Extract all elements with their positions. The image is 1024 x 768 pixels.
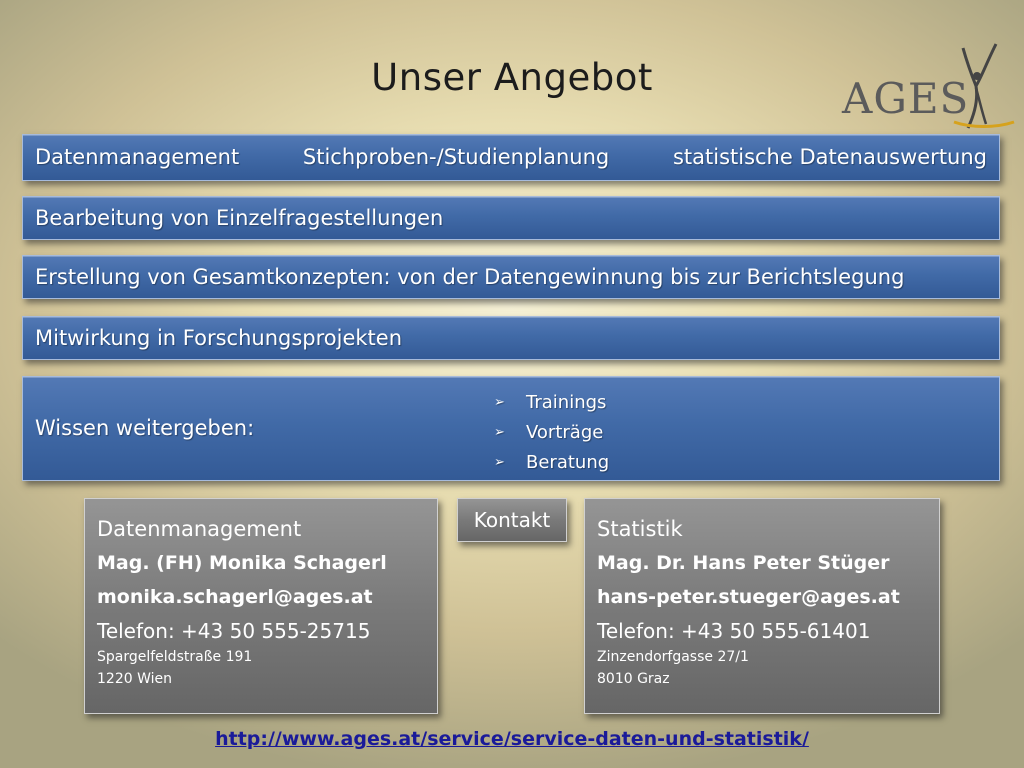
service-datenauswertung: statistische Datenauswertung (672, 145, 987, 169)
contact-street: Zinzendorfgasse 27/1 (597, 649, 749, 665)
logo-text: AGES (842, 74, 970, 123)
ages-logo (836, 36, 1016, 136)
contact-city: 8010 Graz (597, 671, 670, 687)
bullet-trainings: Trainings (526, 392, 607, 413)
contact-phone: Telefon: +43 50 555-25715 (97, 619, 371, 643)
contact-city: 1220 Wien (97, 671, 172, 687)
bullet-vortraege: Vorträge (526, 422, 604, 443)
service-datenmanagement: Datenmanagement (35, 145, 240, 169)
service-gesamtkonzepte: Erstellung von Gesamtkonzepten: von der Datengewinnung bis zur Berichtslegung (35, 264, 905, 289)
services-bar-2 (22, 196, 1000, 240)
contact-name: Mag. Dr. Hans Peter Stüger (597, 552, 890, 574)
arrow-bullet-icon: ➢ (494, 395, 505, 410)
bullet-item (494, 448, 609, 478)
bullet-beratung: Beratung (526, 452, 610, 473)
contact-name: Mag. (FH) Monika Schagerl (97, 552, 387, 574)
arrow-bullet-icon: ➢ (494, 425, 505, 440)
service-forschungsprojekte: Mitwirkung in Forschungsprojekten (35, 325, 403, 350)
bullet-item (494, 418, 609, 448)
service-studienplanung: Stichproben-/Studienplanung (302, 145, 610, 169)
contact-email-link[interactable]: monika.schagerl@ages.at (97, 586, 373, 608)
slide-title: Unser Angebot (371, 56, 653, 99)
kontakt-label: Kontakt (457, 498, 567, 542)
contact-phone: Telefon: +43 50 555-61401 (597, 619, 871, 643)
figure-icon (836, 36, 1016, 136)
contact-card-datenmanagement (84, 498, 438, 714)
contact-card-statistik (584, 498, 940, 714)
contact-department: Statistik (597, 517, 683, 541)
service-wissen-label: Wissen weitergeben: (35, 416, 255, 440)
services-bar-1 (22, 134, 1000, 181)
contact-street: Spargelfeldstraße 191 (97, 649, 253, 665)
wissen-bullet-list (494, 388, 609, 478)
services-bar-3 (22, 255, 1000, 299)
services-bar-4 (22, 316, 1000, 360)
service-einzelfragestellungen: Bearbeitung von Einzelfragestellungen (35, 205, 444, 230)
arrow-bullet-icon: ➢ (494, 455, 505, 470)
bullet-item (494, 388, 609, 418)
contact-department: Datenmanagement (97, 517, 302, 541)
contact-email-link[interactable]: hans-peter.stueger@ages.at (597, 586, 900, 608)
service-url-link[interactable]: http://www.ages.at/service/service-daten-und-statistik/ (215, 728, 809, 750)
